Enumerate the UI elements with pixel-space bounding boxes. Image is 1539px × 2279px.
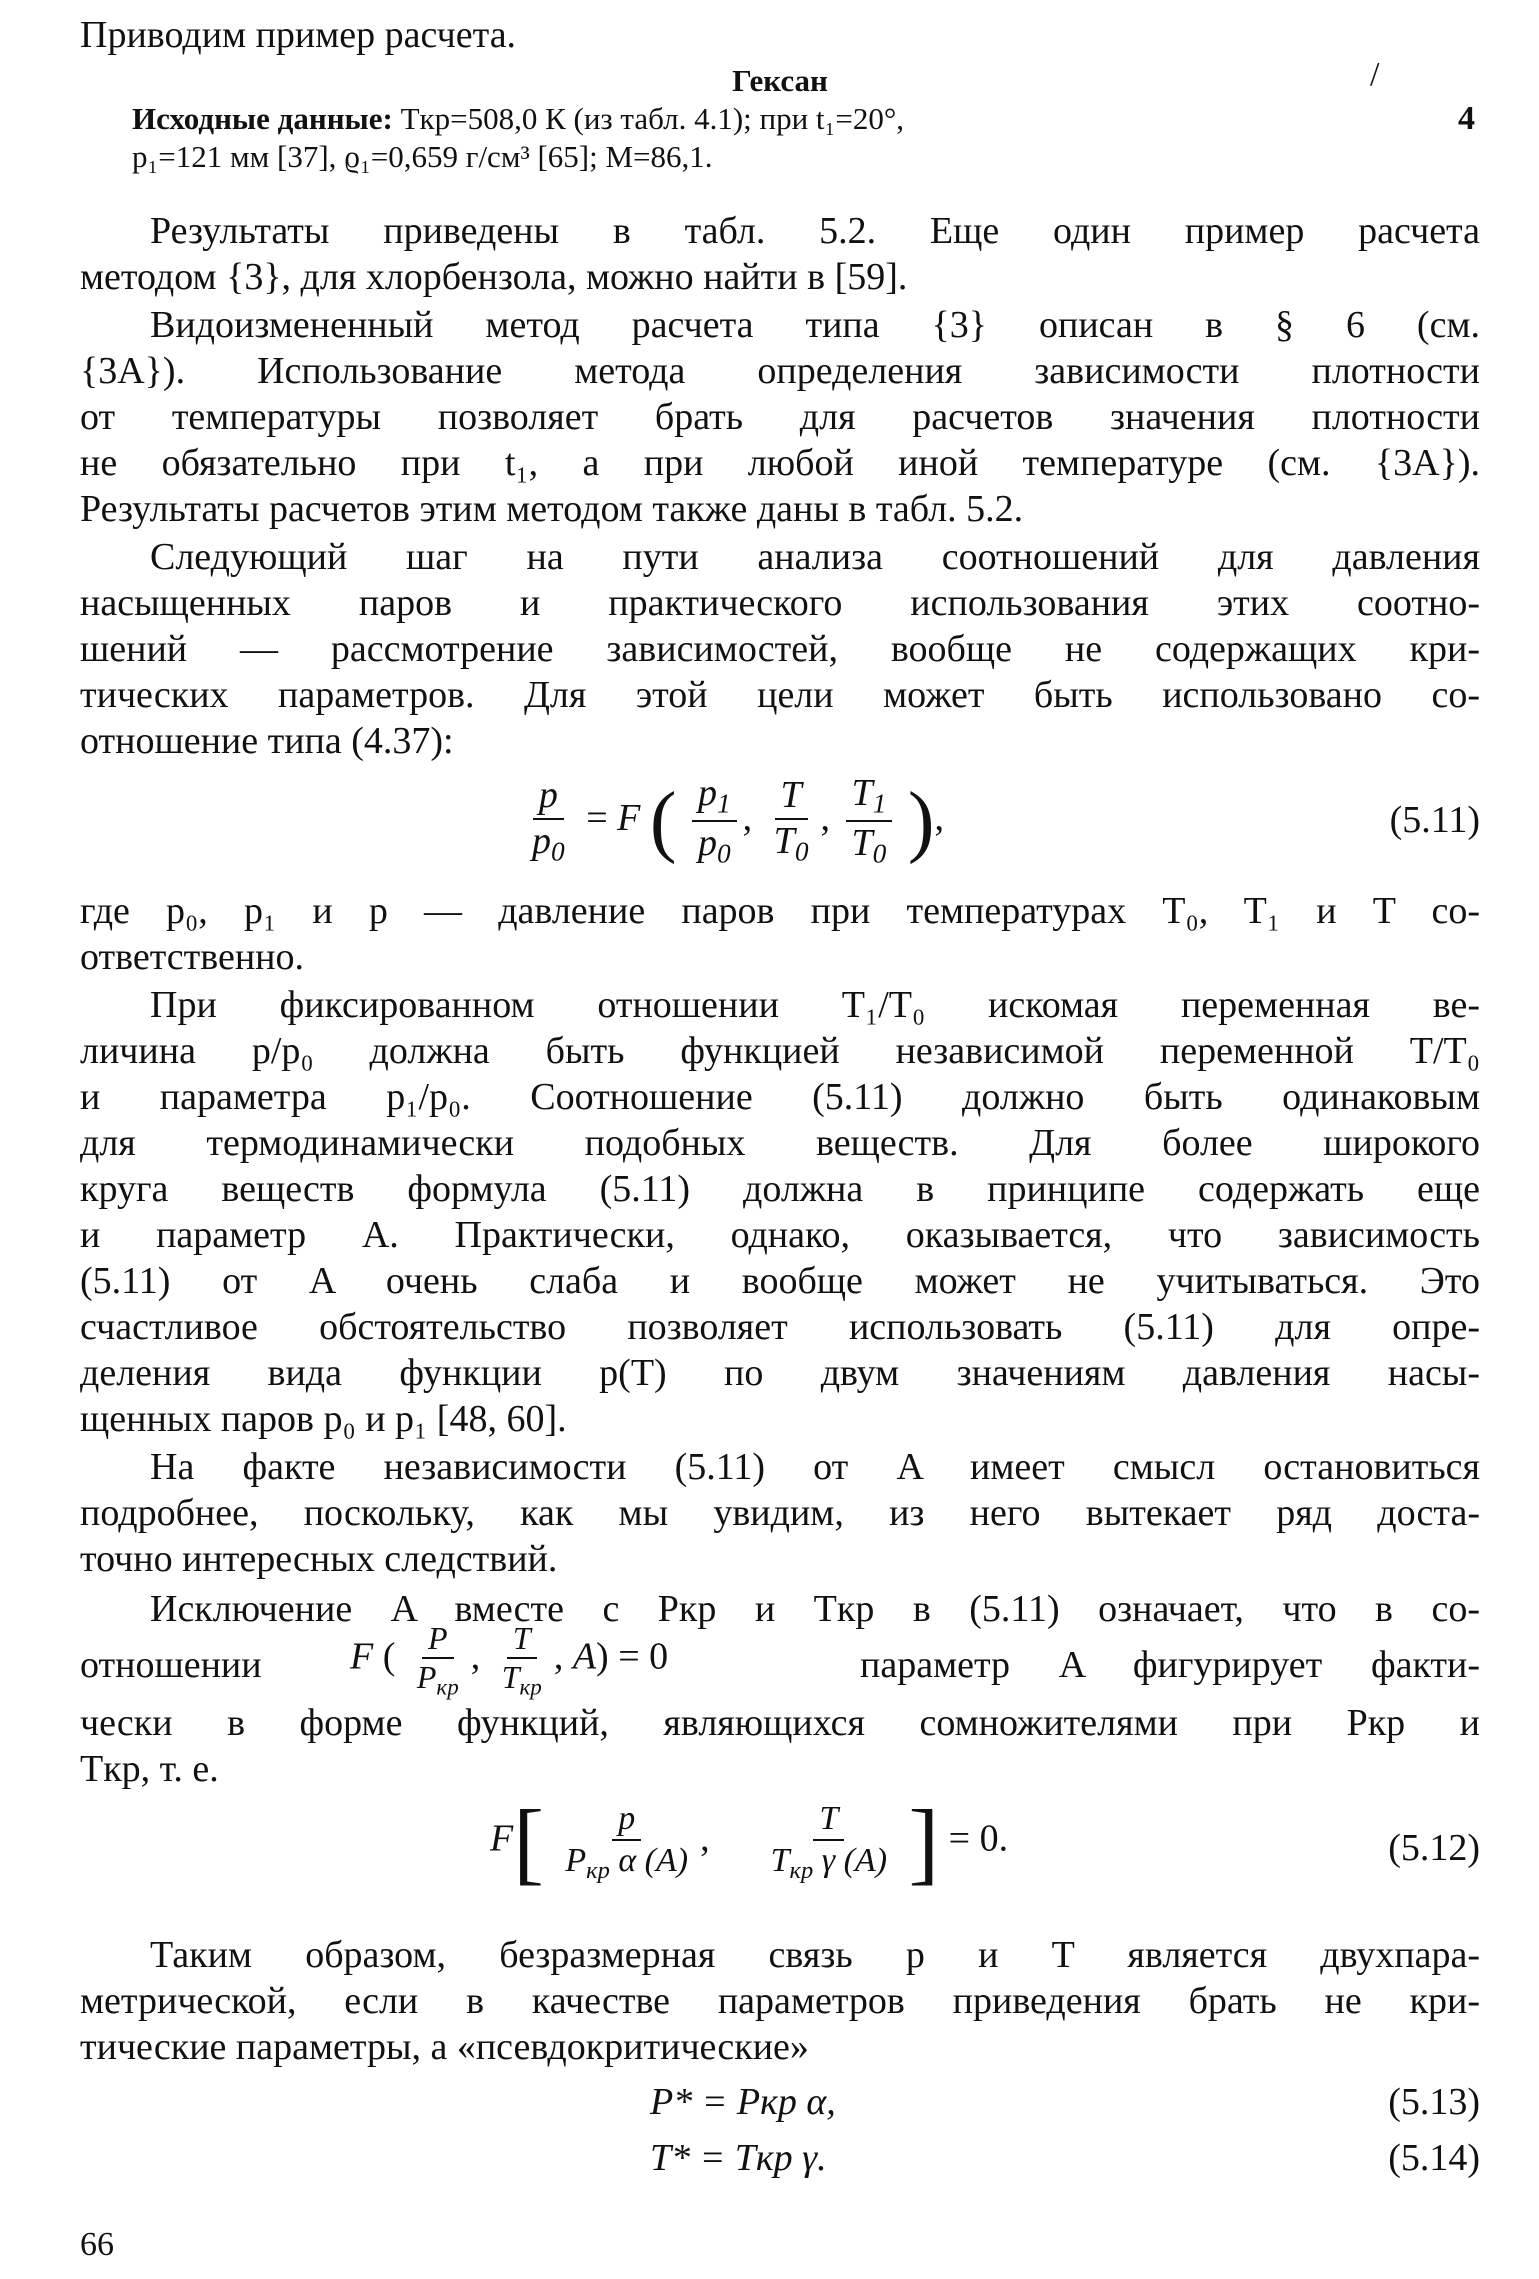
- text-line: ответственно.: [80, 936, 304, 978]
- text-line: Следующий шаг на пути анализа соотношений для давления: [150, 536, 1480, 578]
- margin-slash: /: [1370, 56, 1380, 93]
- text-line: метрической, если в качестве параметров приведения брать не кри-: [80, 1980, 1480, 2022]
- text-line: отношении: [80, 1644, 262, 1686]
- text-line: и параметр A. Практически, однако, оказывается, что зависимость: [80, 1214, 1480, 1256]
- text-line: {3A}). Использование метода определения зависимости плотности: [80, 350, 1480, 392]
- text-line: круга веществ формула (5.11) должна в принципе содержать еще: [80, 1168, 1480, 1210]
- equation-5-13: [80, 2080, 1480, 2130]
- text-line: шений — рассмотрение зависимостей, вообще не содержащих кри-: [80, 628, 1480, 670]
- equation-5-11-body: $\frac{p}{p_0}$ = F ( $\frac{p_1}{p_0}$ , $\frac{T}{T_0}$ , $\frac{T_1}{T_0}$ ),: [532, 772, 944, 869]
- example-data-line-2: p₁=121 мм [37], ϱ₁=0,659 г/см³ [65]; M=86,1.: [132, 139, 713, 174]
- example-data-line-1: [132, 100, 1382, 138]
- text-line: Tкр, т. е.: [80, 1748, 219, 1790]
- text-line: тические параметры, а «псевдокритические»: [80, 2026, 809, 2068]
- equation-5-14: [80, 2136, 1480, 2186]
- text-line: Результаты расчетов этим методом также даны в табл. 5.2.: [80, 488, 1024, 530]
- text-line: отношение типа (4.37):: [80, 720, 454, 762]
- equation-number: (5.12): [1388, 1827, 1480, 1869]
- example-data-values: Tкр=508,0 К (из табл. 4.1); при t₁=20°,: [392, 101, 904, 136]
- equation-number: (5.13): [1388, 2081, 1480, 2123]
- text-line: не обязательно при t₁, а при любой иной температуре (см. {3A}).: [80, 442, 1480, 484]
- margin-number: 4: [1458, 100, 1475, 137]
- text-line: личина p/p₀ должна быть функцией независимой переменной T/T₀: [80, 1030, 1480, 1072]
- equation-5-11: [80, 772, 1480, 882]
- text-line: Исключение A вместе с Pкр и Tкр в (5.11) означает, что в со-: [150, 1588, 1480, 1630]
- example-title: Гексан: [732, 63, 828, 98]
- page-number: 66: [80, 2226, 114, 2263]
- equation-5-13-body: P* = Pкр α,: [650, 2081, 836, 2123]
- example-data-label: Исходные данные:: [132, 101, 393, 136]
- equation-5-12-body: F[ $\frac{p}{P_{кр} \alpha (A)}$ , $\frac{T}{T_{кр} \gamma (A)}$ ] = 0.: [490, 1791, 1009, 1893]
- inline-equation: F ( $\frac{P}{P_{кр}}$ , $\frac{T}{T_{кр}}$ , A) = 0: [350, 1620, 669, 1700]
- equation-number: (5.14): [1388, 2137, 1480, 2179]
- text-line: деления вида функции p(T) по двум значениям давления насы-: [80, 1352, 1480, 1394]
- text-line: от температуры позволяет брать для расчетов значения плотности: [80, 396, 1480, 438]
- text-line: счастливое обстоятельство позволяет использовать (5.11) для опре-: [80, 1306, 1480, 1348]
- text-line: методом {3}, для хлорбензола, можно найти в [59].: [80, 256, 908, 298]
- equation-5-12: [80, 1791, 1480, 1916]
- equation-5-14-body: T* = Tкр γ.: [650, 2137, 827, 2179]
- text-line: параметр A фигурирует факти-: [860, 1644, 1480, 1686]
- text-line: чески в форме функций, являющихся сомножителями при Pкр и: [80, 1702, 1480, 1744]
- intro-line: Приводим пример расчета.: [80, 14, 517, 56]
- text-line: тических параметров. Для этой цели может быть использовано со-: [80, 674, 1480, 716]
- text-line: точно интересных следствий.: [80, 1538, 558, 1580]
- text-line: подробнее, поскольку, как мы увидим, из него вытекает ряд доста-: [80, 1492, 1480, 1534]
- text-line: щенных паров p₀ и p₁ [48, 60].: [80, 1398, 567, 1440]
- text-line: На факте независимости (5.11) от A имеет смысл остановиться: [150, 1446, 1480, 1488]
- text-line: Таким образом, безразмерная связь p и T является двухпара-: [150, 1934, 1480, 1976]
- text-line: При фиксированном отношении T₁/T₀ искомая переменная ве-: [150, 984, 1480, 1026]
- text-line: Видоизмененный метод расчета типа {3} описан в § 6 (см.: [150, 304, 1480, 346]
- text-line: и параметра p₁/p₀. Соотношение (5.11) должно быть одинаковым: [80, 1076, 1480, 1118]
- text-line: для термодинамически подобных веществ. Для более широкого: [80, 1122, 1480, 1164]
- text-line: насыщенных паров и практического использования этих соотно-: [80, 582, 1480, 624]
- text-line: (5.11) от A очень слаба и вообще может не учитываться. Это: [80, 1260, 1480, 1302]
- text-line: Результаты приведены в табл. 5.2. Еще один пример расчета: [150, 210, 1480, 252]
- equation-number: (5.11): [1389, 799, 1480, 841]
- text-line: где p₀, p₁ и p — давление паров при температурах T₀, T₁ и T со-: [80, 890, 1480, 932]
